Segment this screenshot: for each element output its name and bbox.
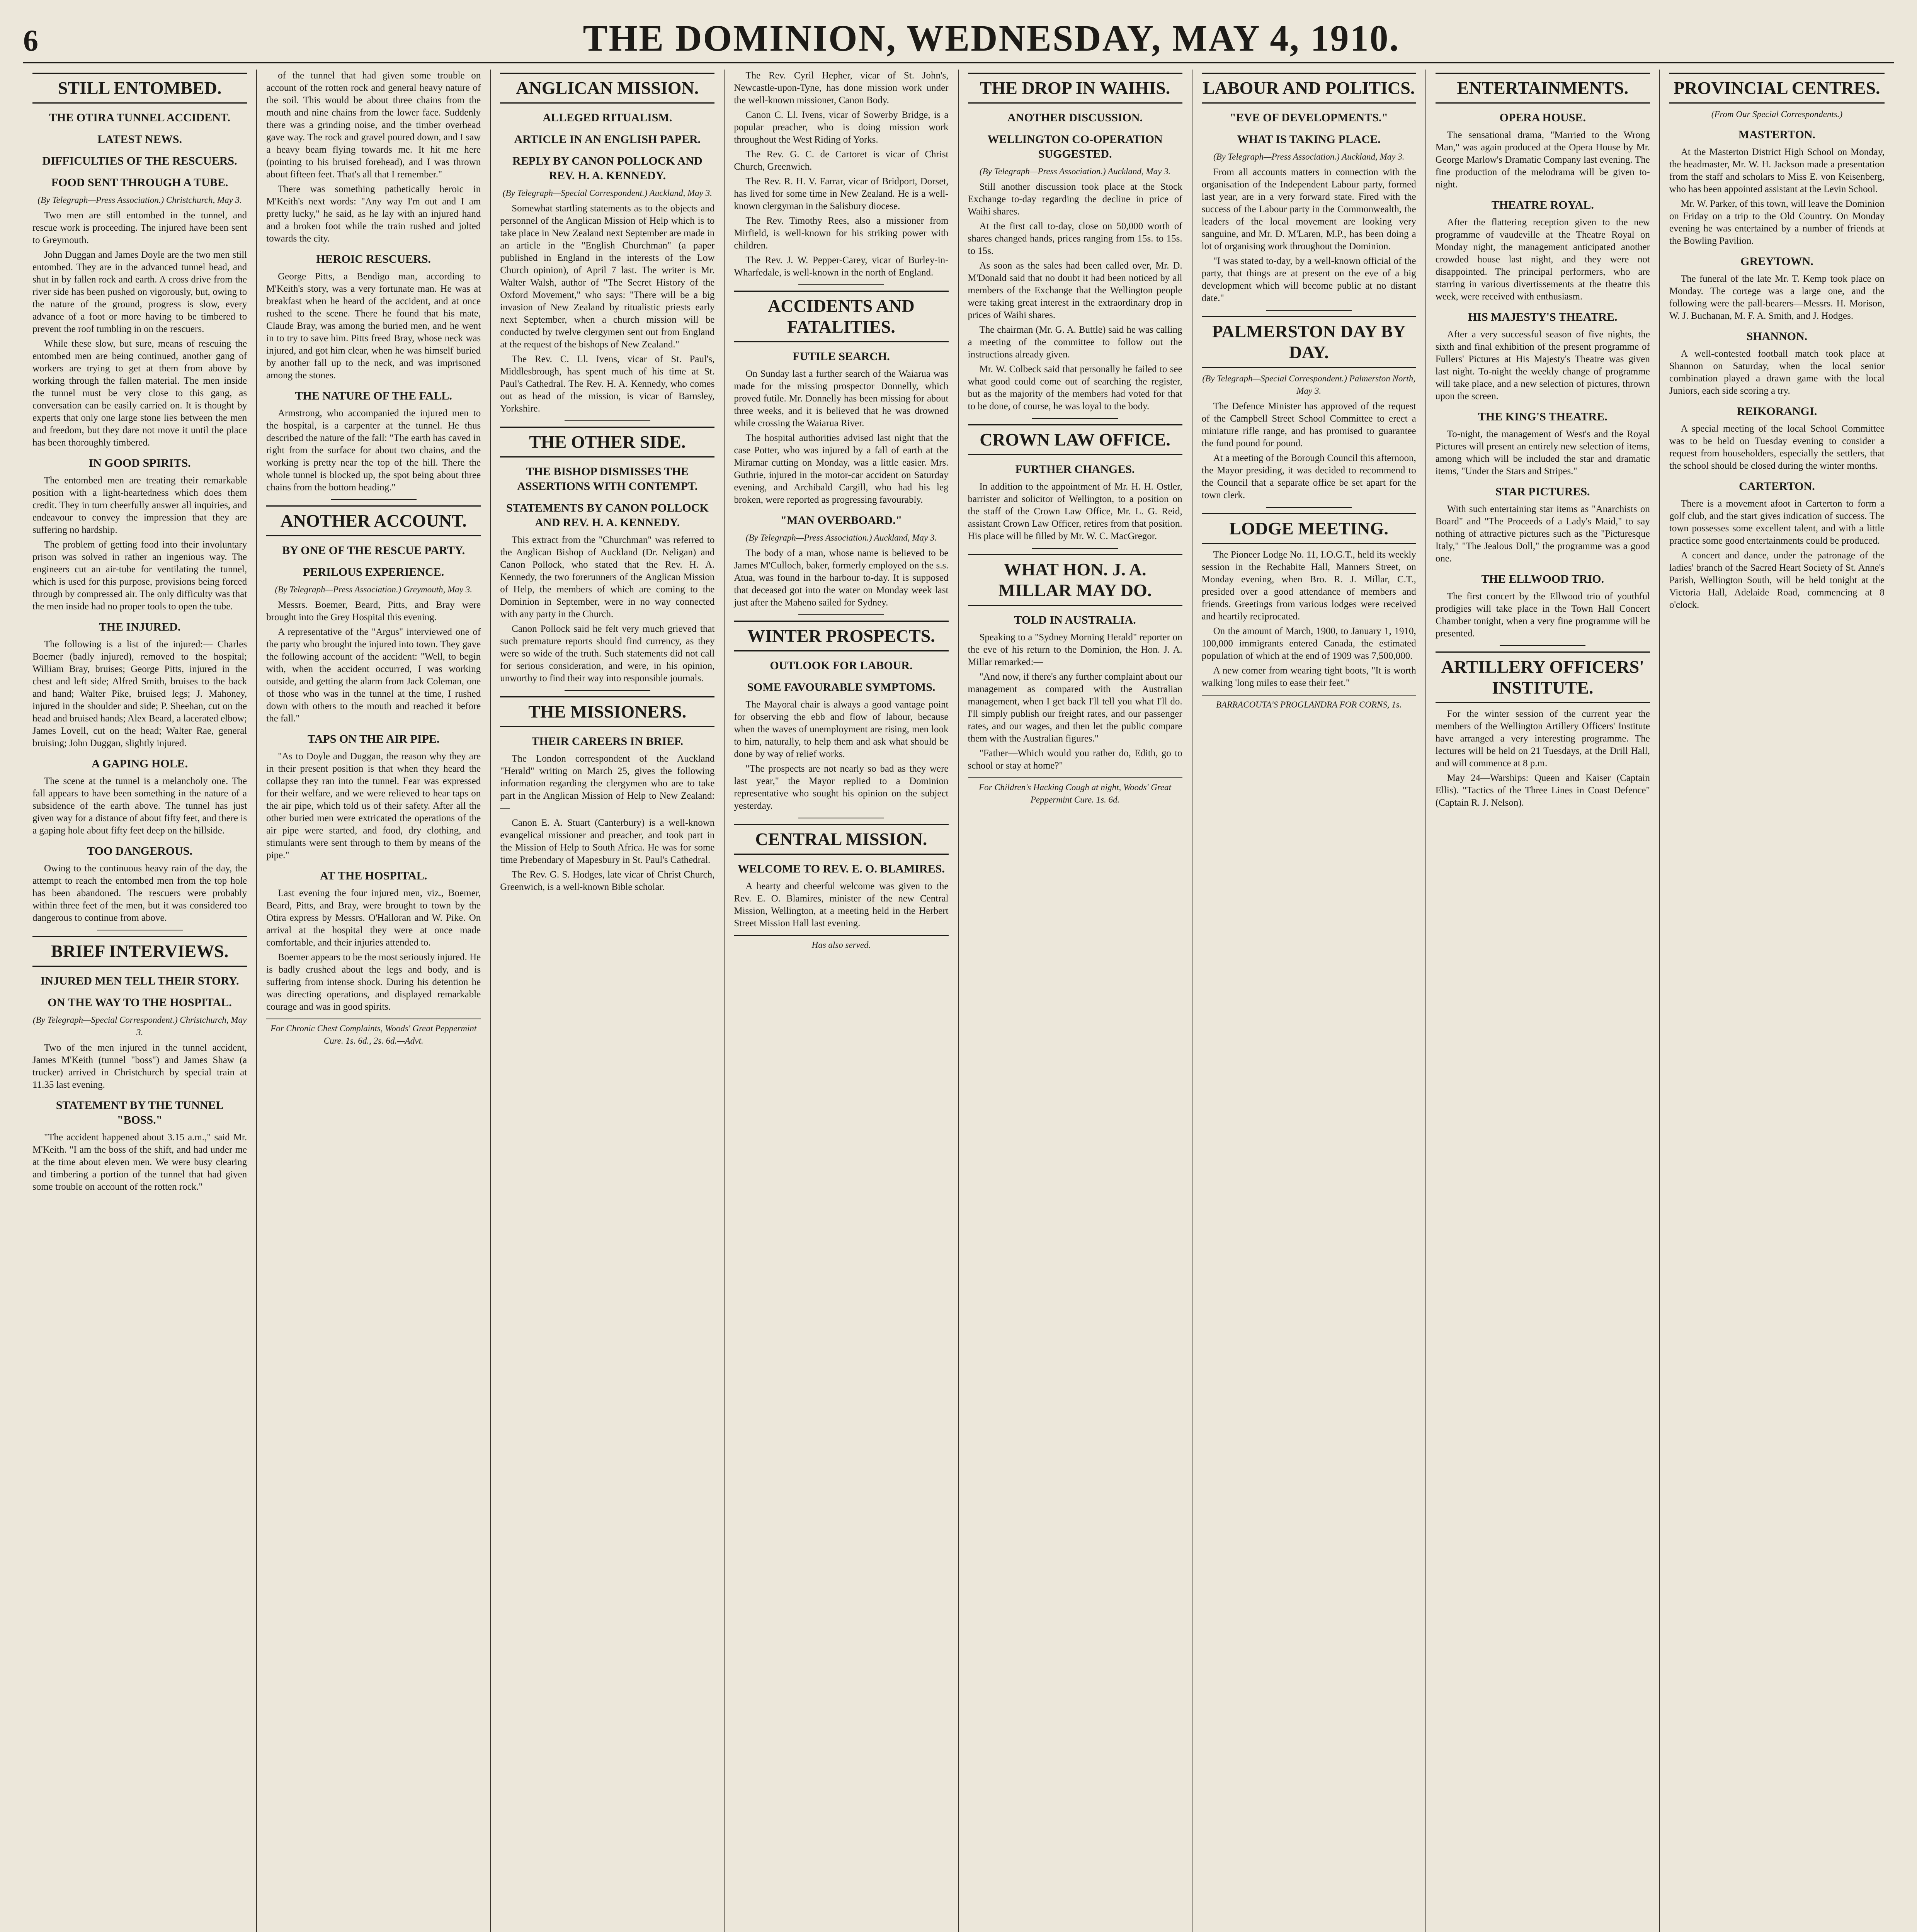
- article-subheading: ALLEGED RITUALISM.: [543, 111, 672, 124]
- article-subheading: SOME FAVOURABLE SYMPTOMS.: [747, 681, 936, 694]
- advertisement-notice: For Children's Hacking Cough at night, Woods' Great Peppermint Cure. 1s. 6d.: [968, 777, 1182, 806]
- article-paragraph: Still another discussion took place at the Stock Exchange to-day regarding the decline in price of Waihi shares.: [968, 182, 1182, 217]
- article-paragraph: The chairman (Mr. G. A. Buttle) said he was calling a meeting of the committee to follow out the instructions already given.: [968, 325, 1182, 360]
- article-subheading: TOO DANGEROUS.: [87, 845, 192, 857]
- article-paragraph: For the winter session of the current year the members of the Wellington Artillery Officers' Institute have arranged a very interesting programme. The lectures will be held on 21 Tuesdays, at the Drill Hall, and will commence at 8 p.m.: [1435, 709, 1650, 769]
- article-subheading: CARTERTON.: [1739, 480, 1815, 493]
- article-byline: (By Telegraph—Special Correspondent.) Palmerston North, May 3.: [1202, 374, 1415, 396]
- article-paragraph: "The accident happened about 3.15 a.m.," said Mr. M'Keith. "I am the boss of the shift, and had under me at the time about eleven men. We were busy clearing and timbering a portion of the tunnel that had given some trouble on account of the rotten rock.": [32, 1132, 247, 1192]
- article-paragraph: Canon E. A. Stuart (Canterbury) is a well-known evangelical missioner and preacher, and took part in the Mission of Help to South Africa. He was for some time Prebendary of Mapesbury in St. Paul's Cathedral.: [500, 818, 715, 865]
- article-paragraph: At a meeting of the Borough Council this afternoon, the Mayor presiding, it was decided to recommend to the Council that a separate office be set apart for the town clerk.: [1201, 453, 1416, 500]
- article-paragraph: John Duggan and James Doyle are the two men still entombed. They are in the advanced tunnel head, and shut in by fallen rock and earth. A cross drive from the river side has been pushed on vigorously, but, owing to the nature of the ground, progress is slow, every advance of a foot or more having to be timbered to prevent the roof tumbling in on the rescuers.: [32, 250, 247, 334]
- article-paragraph: A concert and dance, under the patronage of the ladies' branch of the Sacred Heart Society of St. Anne's Parish, Wellington South, will be held tonight at the Victoria Hall, Adelaide Road, commencing at 8 o'clock.: [1669, 550, 1885, 610]
- article-paragraph: After the flattering reception given to the new programme of vaudeville at the Theatre Royal on Monday night, the management anticipated another crowded house last night, and they were not disappointed. The principal performers, who are starring in various divertissements at the theatre this week, were received with enthusiasm.: [1435, 217, 1650, 302]
- article-paragraph: There was something pathetically heroic in M'Keith's next words: "Any way I'm out and I am pretty lucky," he said, as he lay with an injured hand and a broken foot while the train rushed and jolted towards the city.: [266, 184, 481, 244]
- article-paragraph: A representative of the "Argus" interviewed one of the party who brought the injured into town. They gave the following account of the accident: "Well, to begin with, when the accident occurred, I was working outside, and getting the alarm from Jack Coleman, one of those who was in the tunnel at the time, I rushed down with others to the mouth and reached it before the fall.": [266, 627, 481, 724]
- column-rule: [1500, 645, 1585, 646]
- article-paragraph: "As to Doyle and Duggan, the reason why they are in their present position is that when they heard the collapse they ran into the tunnel. Fear was expressed for their welfare, and we were relieved to hear taps on the air pipe, which told us of their safety. After all the other buried men were extricated the operations of the air pipe were started, and food, dry clothing, and stimulants were sent through to them by means of the pipe.": [266, 751, 481, 861]
- article-subheading: PERILOUS EXPERIENCE.: [303, 566, 444, 578]
- article-subheading: WELCOME TO REV. E. O. BLAMIRES.: [737, 862, 945, 875]
- article-subheading: WHAT IS TAKING PLACE.: [1237, 133, 1381, 146]
- article-paragraph: May 24—Warships: Queen and Kaiser (Captain Ellis). "Tactics of the Three Lines in Coast Defence" (Captain R. J. Nelson).: [1435, 773, 1650, 808]
- article-paragraph: Messrs. Boemer, Beard, Pitts, and Bray were brought into the Grey Hospital this evening.: [266, 600, 481, 622]
- article-paragraph: "I was stated to-day, by a well-known official of the party, that things are at present on the eve of a big development which will become public at no distant date.": [1201, 256, 1416, 303]
- article-subheading: GREYTOWN.: [1740, 255, 1813, 268]
- article-subheading: STATEMENT BY THE TUNNEL "BOSS.": [56, 1099, 224, 1126]
- article-paragraph: While these slow, but sure, means of rescuing the entombed men are being continued, another gang of workers are trying to get at them from above by working through the fallen material. The men inside the tunnel must be very close to this gang, as conversation can be easily carried on. It is thought by experts that only one large stone lies between the men and freedom, but they dare not move it until the place has been thoroughly timbered.: [32, 338, 247, 448]
- article-paragraph: At the Masterton District High School on Monday, the headmaster, Mr. W. H. Jackson made a presentation from the staff and scholars to Miss E. von Keisenberg, who has been appointed assistant at the Levin School.: [1669, 147, 1885, 194]
- article-paragraph: Two of the men injured in the tunnel accident, James M'Keith (tunnel "boss") and James Shaw (a trucker) arrived in Christchurch by special train at 11.35 last evening.: [32, 1043, 247, 1090]
- article-byline: (By Telegraph—Press Association.) Greymouth, May 3.: [275, 585, 472, 594]
- article-paragraph: Canon C. Ll. Ivens, vicar of Sowerby Bridge, is a popular preacher, who is doing mission work throughout the West Riding of Yorks.: [734, 110, 949, 145]
- article-headline: WINTER PROSPECTS.: [734, 621, 948, 651]
- article-subheading: STAR PICTURES.: [1495, 485, 1590, 498]
- article-subheading: "EVE OF DEVELOPMENTS.": [1230, 111, 1388, 124]
- page-title: THE DOMINION, WEDNESDAY, MAY 4, 1910.: [583, 17, 1400, 59]
- article-paragraph: As soon as the sales had been called over, Mr. D. M'Donald said that no doubt it had been noticed by all members of the Exchange that the Wellington people were taking great interest in the extraordinary drop in prices of Waihi shares.: [968, 260, 1182, 320]
- article-paragraph: After a very successful season of five nights, the sixth and final exhibition of the present programme of Fullers' Pictures at His Majesty's Theatre was given last night. To-night the weekly change of programme will take place, and a new selection of pictures, thrown upon the screen.: [1435, 329, 1650, 401]
- article-paragraph: of the tunnel that had given some trouble on account of the rotten rock and general heavy nature of the soil. This would be about three chains from the mouth and nine chains from the lower face. Suddenly there was a grinding noise, and the timber overhead gave way. The rock and gravel poured down, and I saw a heavy beam flying towards me. It hit me here (pointing to his bruised forehead), and I was thrown about fifteen feet. That's all that I remember.": [266, 70, 481, 180]
- article-headline: CENTRAL MISSION.: [734, 824, 948, 855]
- article-headline: THE MISSIONERS.: [500, 696, 714, 727]
- article-paragraph: The Defence Minister has approved of the request of the Campbell Street School Committee to erect a miniature rifle range, and has promised to guarantee the fund pound for pound.: [1201, 401, 1416, 449]
- article-paragraph: A well-contested football match took place at Shannon on Saturday, when the local senior combination played a drawn game with the local Juniors, each side scoring a try.: [1669, 349, 1885, 396]
- article-subheading: WELLINGTON CO-OPERATION SUGGESTED.: [987, 133, 1163, 160]
- newspaper-column-1: [23, 70, 257, 1932]
- article-subheading: STATEMENTS BY CANON POLLOCK AND REV. H. A. KENNEDY.: [506, 502, 709, 529]
- article-paragraph: To-night, the management of West's and the Royal Pictures will present an entirely new selection of items, among which will be included the star and dramatic items, "Under the Stars and Stripes.": [1435, 429, 1650, 476]
- column-rule: [1032, 548, 1118, 549]
- article-subheading: FURTHER CHANGES.: [1015, 463, 1135, 476]
- article-subheading: INJURED MEN TELL THEIR STORY.: [40, 975, 239, 987]
- article-paragraph: Canon Pollock said he felt very much grieved that such premature reports should find currency, as they were so wide of the truth. Such statements did not call for serious consideration, and were, in his opinion, unworthy to find their way into responsible journals.: [500, 624, 715, 684]
- article-paragraph: Owing to the continuous heavy rain of the day, the attempt to reach the entombed men from the top hole has been abandoned. The rescuers were probably within three feet of the men, but it was considered too dangerous to continue from above.: [32, 863, 247, 923]
- article-paragraph: Two men are still entombed in the tunnel, and rescue work is proceeding. The injured have been sent to Greymouth.: [32, 210, 247, 245]
- article-byline: (From Our Special Correspondents.): [1711, 109, 1843, 119]
- article-subheading: ON THE WAY TO THE HOSPITAL.: [48, 996, 232, 1009]
- article-headline: THE OTHER SIDE.: [500, 427, 714, 457]
- newspaper-column-8: [1660, 70, 1894, 1932]
- article-paragraph: The Rev. R. H. V. Farrar, vicar of Bridport, Dorset, has lived for some time in New Zealand. He is a well-known clergyman in the Salisbury diocese.: [734, 176, 949, 211]
- masthead: [23, 15, 1894, 63]
- article-subheading: THE NATURE OF THE FALL.: [295, 389, 452, 402]
- article-paragraph: A hearty and cheerful welcome was given to the Rev. E. O. Blamires, minister of the new Central Mission, Wellington, at a meeting held in the Herbert Street Mission Hall last evening.: [734, 881, 949, 929]
- article-paragraph: The Rev. C. Ll. Ivens, vicar of St. Paul's, Middlesbrough, has spent much of his time at St. Paul's Cathedral. The Rev. H. A. Kennedy, who comes out as head of the mission, is vicar of Barnsley, Yorkshire.: [500, 354, 715, 414]
- article-byline: (By Telegraph—Press Association.) Auckland, May 3.: [979, 167, 1171, 176]
- article-paragraph: The Rev. Timothy Rees, also a missioner from Mirfield, is well-known for his striking power with children.: [734, 216, 949, 251]
- article-paragraph: The hospital authorities advised last night that the case Potter, who was injured by a fall of earth at the Miramar cutting on Monday, was a little easier. Mrs. Guthrie, injured in the motor-car accident on Saturday evening, and Archibald Cargill, who had his leg broken, were reported as progressing favourably.: [734, 433, 949, 505]
- article-subheading: REPLY BY CANON POLLOCK AND REV. H. A. KENNEDY.: [512, 155, 703, 182]
- article-subheading: THE ELLWOOD TRIO.: [1481, 573, 1604, 585]
- column-rule: [565, 420, 650, 421]
- article-subheading: A GAPING HOLE.: [91, 757, 188, 770]
- article-subheading: THE INJURED.: [99, 621, 181, 633]
- article-subheading: DIFFICULTIES OF THE RESCUERS.: [42, 155, 237, 167]
- article-paragraph: A new comer from wearing tight boots, "It is worth walking 'long miles to ease their feet.": [1201, 665, 1416, 688]
- article-headline: PALMERSTON DAY BY DAY.: [1202, 316, 1416, 368]
- article-byline: (By Telegraph—Special Correspondent.) Christchurch, May 3.: [32, 1015, 247, 1037]
- article-subheading: OUTLOOK FOR LABOUR.: [770, 659, 913, 672]
- article-subheading: AT THE HOSPITAL.: [320, 869, 427, 882]
- article-byline: (By Telegraph—Press Association.) Auckland, May 3.: [745, 533, 937, 543]
- article-subheading: MASTERTON.: [1738, 128, 1816, 141]
- article-paragraph: Speaking to a "Sydney Morning Herald" reporter on the eve of his return to the Dominion, the Hon. J. A. Millar remarked:—: [968, 632, 1182, 667]
- newspaper-column-5: [959, 70, 1192, 1932]
- article-paragraph: A special meeting of the local School Committee was to be held on Tuesday evening to consider a request from householders, especially the settlers, that the school should be closed during the winter months.: [1669, 423, 1885, 471]
- article-paragraph: "The prospects are not nearly so bad as they were last year," the Mayor replied to a Dominion representative who sought his opinion on the subject yesterday.: [734, 764, 949, 811]
- article-paragraph: The first concert by the Ellwood trio of youthful prodigies will take place in the Town Hall Concert Chamber tonight, when a very fine programme will be presented.: [1435, 591, 1650, 639]
- article-headline: ENTERTAINMENTS.: [1436, 73, 1650, 104]
- article-paragraph: "And now, if there's any further complaint about our management as compared with the Australian management, when I get back I'll tell you what I'll do. I'll simply publish our freight rates, and our passenger rates, and our wages, and then let the public compare them with the Australian figures.": [968, 672, 1182, 744]
- advertisement-notice: BARRACOUTA'S PROGLANDRA FOR CORNS, 1s.: [1202, 695, 1416, 711]
- columns: [23, 70, 1894, 1932]
- article-paragraph: Somewhat startling statements as to the objects and personnel of the Anglican Mission of Help which is to take place in New Zealand next September are made in an article in the "English Churchman" (a paper published in England in the interests of the Low Church opinion), of April 7 last. The writer is Mr. Walter Walsh, author of "The Secret History of the Oxford Movement," who says: "There will be a big invasion of New Zealand by ritualistic priests early next September, when a church mission will be conducted by twelve clergymen sent out from England at the request of the bishops of New Zealand.": [500, 203, 715, 350]
- article-subheading: LATEST NEWS.: [97, 133, 182, 146]
- article-paragraph: Last evening the four injured men, viz., Boemer, Beard, Pitts, and Bray, were brought to town by the Otira express by Messrs. O'Halloran and W. Pike. On arrival at the hospital they were at once made comfortable, and their injuries attended to.: [266, 888, 481, 948]
- article-paragraph: The Rev. G. S. Hodges, late vicar of Christ Church, Greenwich, is a well-known Bible scholar.: [500, 869, 715, 892]
- article-headline: WHAT HON. J. A. MILLAR MAY DO.: [968, 554, 1182, 606]
- advertisement-notice: Has also served.: [734, 935, 948, 951]
- article-subheading: THE KING'S THEATRE.: [1478, 410, 1607, 423]
- article-subheading: TOLD IN AUSTRALIA.: [1014, 614, 1136, 626]
- article-headline: STILL ENTOMBED.: [32, 73, 247, 104]
- article-byline: (By Telegraph—Press Association.) Christchurch, May 3.: [37, 195, 242, 205]
- article-paragraph: Boemer appears to be the most seriously injured. He is badly crushed about the legs and body, and is suffering from intense shock. During his detention he was directing operations, and displayed remarkable courage and was in good spirits.: [266, 952, 481, 1012]
- column-rule: [565, 690, 650, 691]
- article-headline: ANGLICAN MISSION.: [500, 73, 714, 104]
- newspaper-column-6: [1192, 70, 1426, 1932]
- article-subheading: SHANNON.: [1746, 330, 1808, 343]
- article-paragraph: On Sunday last a further search of the Waiarua was made for the missing prospector Donnelly, which proved futile. Mr. Donnelly has been missing for about three weeks, and it is believed that he was drowned while crossing the Waiarua River.: [734, 369, 949, 429]
- article-subheading: BY ONE OF THE RESCUE PARTY.: [282, 544, 465, 557]
- column-rule: [1032, 418, 1118, 419]
- article-paragraph: The problem of getting food into their involuntary prison was solved in rather an ingenious way. The engineers cut an air-tube for ventilating the tunnel, which is used for this purpose, provisions being forced through by compressed air. The only difficulty was that the men inside had no proper tools to open the tube.: [32, 539, 247, 612]
- newspaper-column-3: [491, 70, 725, 1932]
- article-paragraph: This extract from the "Churchman" was referred to the Anglican Bishop of Auckland (Dr. Neligan) and Canon Pollock, who stated that the Rev. H. A. Kennedy, the two forerunners of the Anglican Mission of Help, the members of which are coming to the Dominion in September, were in no way connected with any party in the Church.: [500, 535, 715, 619]
- article-headline: ANOTHER ACCOUNT.: [266, 505, 481, 536]
- article-paragraph: Mr. W. Parker, of this town, will leave the Dominion on Friday on a trip to the Old Country. On Monday evening he was entertained by a number of friends at the Bowling Pavilion.: [1669, 199, 1885, 246]
- article-subheading: THE BISHOP DISMISSES THE ASSERTIONS WITH CONTEMPT.: [517, 465, 698, 493]
- column-rule: [331, 499, 417, 500]
- article-subheading: FOOD SENT THROUGH A TUBE.: [51, 176, 228, 189]
- article-paragraph: Mr. W. Colbeck said that personally he failed to see what good could come out of searching the register, but as the majority of the members had voted for that to be done, of course, he was loyal to the body.: [968, 364, 1182, 412]
- article-paragraph: With such entertaining star items as "Anarchists on Board" and "The Proceeds of a Lady's Maid," to say nothing of attractive pictures such as the "Picturesque Italy," "The Jealous Doll," the programme was a good one.: [1435, 504, 1650, 564]
- article-headline: THE DROP IN WAIHIS.: [968, 73, 1182, 104]
- article-paragraph: The entombed men are treating their remarkable position with a light-heartedness which does them credit. They in turn cheerfully answer all inquiries, and endeavour to convey the impression that they are suffering no hardship.: [32, 475, 247, 535]
- column-rule: [798, 614, 884, 615]
- article-paragraph: The Rev. J. W. Pepper-Carey, vicar of Burley-in-Wharfedale, is well-known in the north of England.: [734, 255, 949, 278]
- newspaper-column-2: [257, 70, 491, 1932]
- article-headline: PROVINCIAL CENTRES.: [1669, 73, 1885, 104]
- article-paragraph: In addition to the appointment of Mr. H. H. Ostler, barrister and solicitor of Wellington, to a position on the staff of the Crown Law Office, Mr. L. G. Reid, assistant Crown Law Officer, retires from that position. His place will be filled by Mr. W. C. MacGregor.: [968, 481, 1182, 541]
- article-paragraph: The Pioneer Lodge No. 11, I.O.G.T., held its weekly session in the Rechabite Hall, Manners Street, on Monday evening, when Bro. R. J. Millar, C.T., presided over a good attendance of members and friends. Greetings from various lodges were received and heartily reciprocated.: [1201, 549, 1416, 622]
- article-byline: (By Telegraph—Special Correspondent.) Auckland, May 3.: [502, 188, 712, 198]
- article-subheading: REIKORANGI.: [1737, 405, 1817, 418]
- article-headline: BRIEF INTERVIEWS.: [32, 936, 247, 967]
- article-paragraph: Armstrong, who accompanied the injured men to the hospital, is a carpenter at the tunnel. He thus described the nature of the fall: "The earth has caved in right from the surface for about two chains, and the working is pretty near the top of the hill. There the whole tunnel is blocked up, the spot being about three chains from the bottom heading.": [266, 408, 481, 493]
- article-paragraph: "Father—Which would you rather do, Edith, go to school or stay at home?": [968, 748, 1182, 771]
- article-byline: (By Telegraph—Press Association.) Auckland, May 3.: [1213, 152, 1405, 162]
- advertisement-notice: For Chronic Chest Complaints, Woods' Great Peppermint Cure. 1s. 6d., 2s. 6d.—Advt.: [266, 1019, 481, 1047]
- article-headline: LODGE MEETING.: [1202, 513, 1416, 544]
- newspaper-column-7: [1426, 70, 1660, 1932]
- article-subheading: THEATRE ROYAL.: [1491, 199, 1594, 211]
- article-paragraph: At the first call to-day, close on 50,000 worth of shares changed hands, prices ranging from 15s. to 15s. to 15s.: [968, 221, 1182, 256]
- article-subheading: ANOTHER DISCUSSION.: [1007, 111, 1143, 124]
- article-subheading: HIS MAJESTY'S THEATRE.: [1468, 311, 1618, 323]
- newspaper-column-4: [725, 70, 958, 1932]
- article-subheading: IN GOOD SPIRITS.: [88, 457, 191, 469]
- article-paragraph: The sensational drama, "Married to the Wrong Man," was again produced at the Opera House by Mr. George Marlow's Dramatic Company last evening. The fine production of the melodrama will be given to-night.: [1435, 130, 1650, 190]
- article-subheading: OPERA HOUSE.: [1499, 111, 1586, 124]
- article-paragraph: The London correspondent of the Auckland "Herald" writing on March 25, gives the following information regarding the clergymen who are to take part in the Anglican Mission of Help to New Zealand:—: [500, 753, 715, 813]
- article-headline: ACCIDENTS AND FATALITIES.: [734, 291, 948, 342]
- article-headline: CROWN LAW OFFICE.: [968, 424, 1182, 455]
- column-rule: [798, 284, 884, 285]
- article-paragraph: There is a movement afoot in Carterton to form a golf club, and the start gives indication of success. The town possesses some excellent talent, and with a little practice some good entertainments could be produced.: [1669, 498, 1885, 546]
- article-paragraph: The funeral of the late Mr. T. Kemp took place on Monday. The cortege was a large one, and the following were the pall-bearers—Messrs. H. Morison, W. J. Buchanan, M. F. A. Smith, and J. Hodges.: [1669, 274, 1885, 321]
- article-headline: LABOUR AND POLITICS.: [1202, 73, 1416, 104]
- article-paragraph: On the amount of March, 1900, to January 1, 1910, 100,000 immigrants entered Canada, the estimated population of which at the end of 1909 was 7,500,000.: [1201, 626, 1416, 661]
- article-subheading: TAPS ON THE AIR PIPE.: [307, 733, 440, 745]
- article-paragraph: The Rev. G. C. de Cartoret is vicar of Christ Church, Greenwich.: [734, 149, 949, 172]
- column-rule: [1266, 507, 1352, 508]
- article-headline: ARTILLERY OFFICERS' INSTITUTE.: [1436, 651, 1650, 703]
- article-subheading: HEROIC RESCUERS.: [316, 253, 431, 265]
- article-subheading: THEIR CAREERS IN BRIEF.: [531, 735, 683, 748]
- column-rule: [1266, 310, 1352, 311]
- page-number: 6: [23, 24, 38, 57]
- article-paragraph: The scene at the tunnel is a melancholy one. The fall appears to have been something in the nature of a subsidence of the earth above. The tunnel has just given way for a distance of about fifty feet, and there is a gaping hole about fifty feet deep on the hillside.: [32, 776, 247, 836]
- article-subheading: "MAN OVERBOARD.": [780, 514, 902, 527]
- article-paragraph: The following is a list of the injured:— Charles Boemer (badly injured), removed to the hospital; William Bray, bruises; George Pitts, injured in the chest and left side; Alfred Smith, bruises to the back and hand; Walter Pike, bruised legs; J. Mahoney, injured in the shoulder and side; P. Sheehan, cut on the head and bruised hands; Alex Beard, a lacerated elbow; James Lovell, cut on the head; Walter Rae, general bruising; John Duggan, slightly injured.: [32, 639, 247, 748]
- article-paragraph: George Pitts, a Bendigo man, according to M'Keith's story, was a very fortunate man. He was at breakfast when he heard of the accident, and at once rushed to the scene. There he found that his mate, Claude Bray, was among the buried men, and he went in to try to save him. Pitts freed Bray, whose neck was injured, and got him clear, when he was himself buried by another fall up to the neck, and was imprisoned among the stones.: [266, 271, 481, 381]
- article-paragraph: The Mayoral chair is always a good vantage point for observing the ebb and flow of labour, because when the waves of unemployment are rising, men look to him, naturally, to help them and ask what should be done by way of relief works.: [734, 699, 949, 759]
- article-paragraph: From all accounts matters in connection with the organisation of the Independent Labour party, formed last year, are in a very forward state. Fired with the success of the Labour party in the Commonwealth, the leaders of the local movement are looking very sanguine, and Mr. D. M'Laren, M.P., has been doing a lot of organising work throughout the Dominion.: [1201, 167, 1416, 252]
- article-paragraph: The body of a man, whose name is believed to be James M'Culloch, baker, formerly employed on the s.s. Atua, was found in the harbour to-day. It is supposed that deceased got into the water on Monday week last just after the Maheno sailed for Sydney.: [734, 548, 949, 608]
- article-subheading: THE OTIRA TUNNEL ACCIDENT.: [49, 111, 231, 124]
- article-subheading: FUTILE SEARCH.: [793, 350, 890, 363]
- article-subheading: ARTICLE IN AN ENGLISH PAPER.: [514, 133, 701, 146]
- article-paragraph: The Rev. Cyril Hepher, vicar of St. John's, Newcastle-upon-Tyne, has done mission work under the well-known missioner, Canon Body.: [734, 70, 949, 105]
